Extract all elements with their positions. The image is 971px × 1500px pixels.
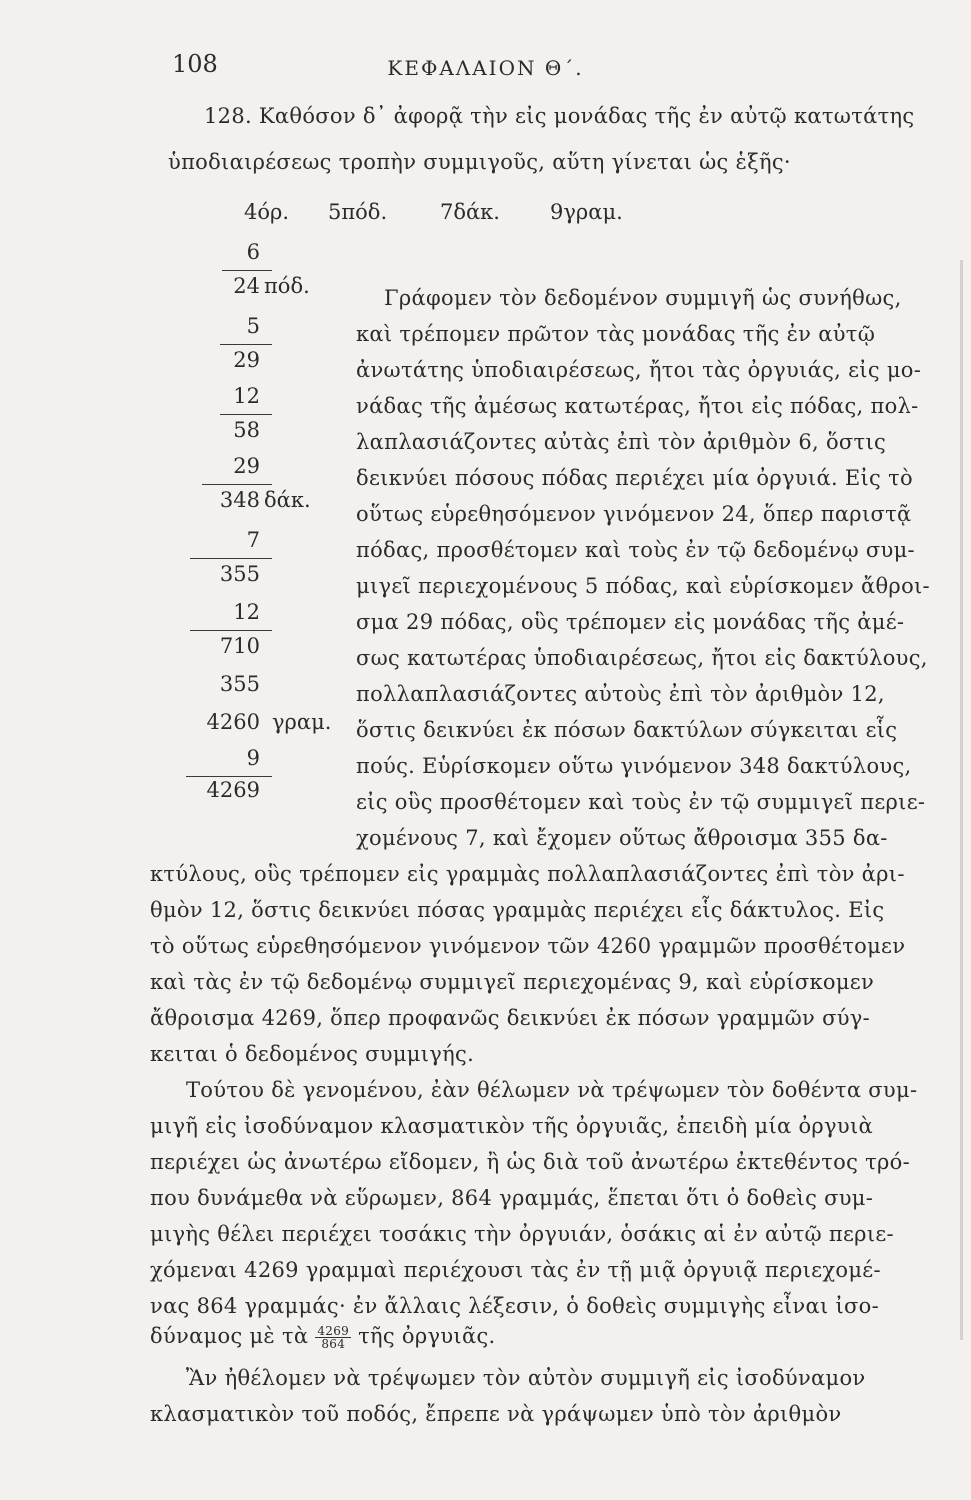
calculation-column xyxy=(180,240,340,800)
text-line: χομένους 7, καὶ ἔχομεν οὕτως ἄθροισμα 355 δα- xyxy=(356,826,888,850)
text-line: εἰς οὓς προσθέτομεν καὶ τοὺς ἐν τῷ συμμιγεῖ περιε- xyxy=(356,790,926,814)
calc-rule xyxy=(190,558,272,559)
text-line: καὶ τὰς ἐν τῷ δεδομένῳ συμμιγεῖ περιεχομένας 9, καὶ εὑρίσκομεν xyxy=(150,970,875,994)
calc-unit-label: δάκ. xyxy=(264,488,311,512)
calc-number: 6 xyxy=(246,240,260,264)
unit-label: 4όρ. xyxy=(244,200,290,224)
calc-unit-label: πόδ. xyxy=(264,274,310,298)
text-line: ἄθροισμα 4269, ὅπερ προφανῶς δεικνύει ἐκ πόσων γραμμῶν σύγ- xyxy=(150,1006,871,1030)
calc-number: 348 xyxy=(219,488,260,512)
text-line: κειται ὁ δεδομένος συμμιγής. xyxy=(150,1042,475,1066)
calc-rule xyxy=(186,776,272,777)
calc-rule xyxy=(222,270,272,271)
fraction xyxy=(315,1325,351,1350)
calc-number: 12 xyxy=(233,600,260,624)
text-line: μιγῆ εἰς ἰσοδύναμον κλασματικὸν τῆς ὀργυιᾶς, ἐπειδὴ μία ὀργυιὰ xyxy=(150,1114,873,1138)
fraction-numerator: 4269 xyxy=(317,1324,350,1338)
text-line: λαπλασιάζοντες αὐτὰς ἐπὶ τὸν ἀριθμὸν 6, ὅστις xyxy=(356,430,887,454)
calc-unit-label: γραμ. xyxy=(272,710,332,734)
text-fragment: τῆς ὀργυιᾶς. xyxy=(358,1324,496,1348)
text-line: πόδας, προσθέτομεν καὶ τοὺς ἐν τῷ δεδομένῳ συμ- xyxy=(356,538,915,562)
calc-number: 710 xyxy=(219,634,260,658)
text-line: μιγεῖ περιεχομένους 5 πόδας, καὶ εὑρίσκομεν ἄθροι- xyxy=(356,574,930,598)
unit-label: 7δάκ. xyxy=(440,200,500,224)
calc-number: 9 xyxy=(246,746,260,770)
text-line: 128. Καθόσον δ᾽ ἀφορᾷ τὴν εἰς μονάδας τῆς ἐν αὐτῷ κατωτάτης xyxy=(204,104,915,128)
text-line: νας 864 γραμμάς· ἐν ἄλλαις λέξεσιν, ὁ δοθεὶς συμμιγὴς εἶναι ἰσο- xyxy=(150,1294,879,1318)
calc-rule xyxy=(220,414,272,415)
text-line: ἀνωτάτης ὑποδιαιρέσεως, ἤτοι τὰς ὀργυιάς, εἰς μο- xyxy=(356,358,922,382)
text-line: τὸ οὕτως εὑρεθησόμενον γινόμενον τῶν 4260 γραμμῶν προσθέτομεν xyxy=(150,934,906,958)
text-line: κτύλους, οὓς τρέπομεν εἰς γραμμὰς πολλαπλασιάζοντες ἐπὶ τὸν ἀρι- xyxy=(150,862,905,886)
calc-rule xyxy=(202,484,272,485)
text-line: Γράφομεν τὸν δεδομένον συμμιγῆ ὡς συνήθως, xyxy=(384,286,902,310)
calc-number: 4260 xyxy=(206,710,260,734)
calc-number: 355 xyxy=(219,672,260,696)
text-line: μιγὴς θέλει περιέχει τοσάκις τὴν ὀργυιάν, ὁσάκις αἱ ἐν αὐτῷ περιε- xyxy=(150,1222,894,1246)
text-line: θμὸν 12, ὅστις δεικνύει πόσας γραμμὰς περιέχει εἷς δάκτυλος. Εἰς xyxy=(150,898,885,922)
calc-number: 29 xyxy=(233,348,260,372)
text-line: δεικνύει πόσους πόδας περιέχει μία ὀργυιά. Εἰς τὸ xyxy=(356,466,913,490)
fraction-denominator: 864 xyxy=(321,1337,346,1351)
text-line: νάδας τῆς ἀμέσως κατωτέρας, ἤτοι εἰς πόδας, πολ- xyxy=(356,394,919,418)
calc-number: 29 xyxy=(233,454,260,478)
calc-number: 355 xyxy=(219,562,260,586)
calc-number: 12 xyxy=(233,384,260,408)
text-line: Τούτου δὲ γενομένου, ἐὰν θέλωμεν νὰ τρέψωμεν τὸν δοθέντα συμ- xyxy=(186,1078,918,1102)
text-line: πολλαπλασιάζοντες αὐτοὺς ἐπὶ τὸν ἀριθμὸν 12, xyxy=(356,682,885,706)
text-line: περιέχει ὡς ἀνωτέρω εἴδομεν, ἢ ὡς διὰ τοῦ ἀνωτέρω ἐκτεθέντος τρό- xyxy=(150,1150,911,1174)
calc-number: 4269 xyxy=(206,778,260,802)
calc-number: 58 xyxy=(233,418,260,442)
text-line: ὅστις δεικνύει ἐκ πόσων δακτύλων σύγκειται εἷς xyxy=(356,718,898,742)
text-fragment: δύναμος μὲ τὰ xyxy=(150,1324,309,1348)
text-line: που δυνάμεθα νὰ εὕρωμεν, 864 γραμμάς, ἕπεται ὅτι ὁ δοθεὶς συμ- xyxy=(150,1186,874,1210)
text-line: χόμεναι 4269 γραμμαὶ περιέχουσι τὰς ἐν τῇ μιᾷ ὀργυιᾷ περιεχομέ- xyxy=(150,1258,881,1282)
text-line: οὕτως εὑρεθησόμενον γινόμενον 24, ὅπερ παριστᾷ xyxy=(356,502,912,526)
calc-rule xyxy=(220,344,272,345)
calc-number: 7 xyxy=(246,528,260,552)
text-line: ὑποδιαιρέσεως τροπὴν συμμιγοῦς, αὕτη γίνεται ὡς ἑξῆς· xyxy=(168,150,791,174)
page-number: 108 xyxy=(172,50,218,78)
running-header: ΚΕΦΑΛΑΙΟΝ Θ΄. xyxy=(387,56,584,80)
text-line-with-fraction xyxy=(150,1324,496,1350)
text-line: καὶ τρέπομεν πρῶτον τὰς μονάδας τῆς ἐν αὐτῷ xyxy=(356,322,876,346)
text-line: σμα 29 πόδας, οὓς τρέπομεν εἰς μονάδας τῆς ἀμέ- xyxy=(356,610,905,634)
text-line: σως κατωτέρας ὑποδιαιρέσεως, ἤτοι εἰς δακτύλους, xyxy=(356,646,928,670)
text-line: Ἂν ἠθέλομεν νὰ τρέψωμεν τὸν αὐτὸν συμμιγῆ εἰς ἰσοδύναμον xyxy=(186,1366,866,1390)
calc-number: 5 xyxy=(246,314,260,338)
unit-label: 9γραμ. xyxy=(550,200,623,224)
calc-rule xyxy=(190,630,272,631)
calc-number: 24 xyxy=(233,274,260,298)
text-line: κλασματικὸν τοῦ ποδός, ἔπρεπε νὰ γράψωμεν ὑπὸ τὸν ἀριθμὸν xyxy=(150,1402,842,1426)
text-line: πούς. Εὑρίσκομεν οὕτω γινόμενον 348 δακτύλους, xyxy=(356,754,912,778)
page-edge-shadow xyxy=(960,260,963,1340)
unit-label: 5πόδ. xyxy=(328,200,388,224)
